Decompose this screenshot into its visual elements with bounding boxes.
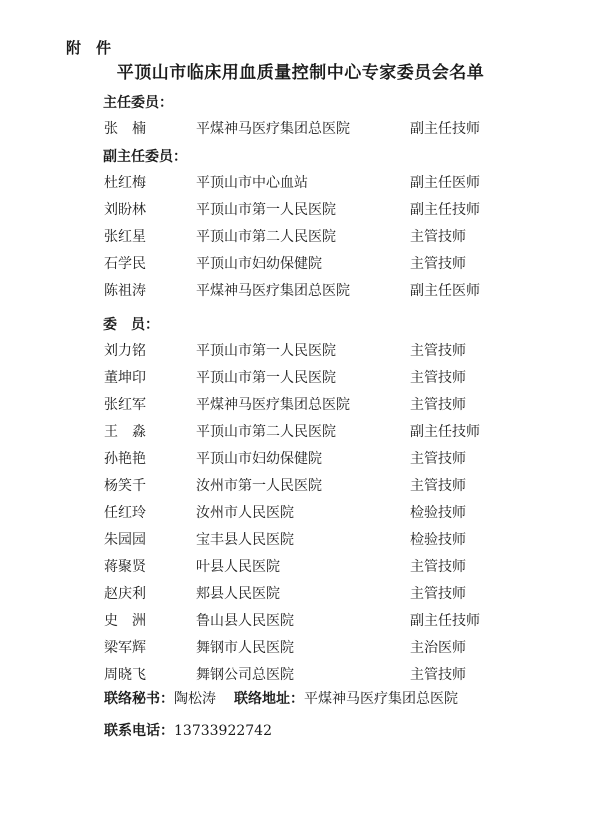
phone-value: 13733922742 xyxy=(174,723,272,739)
member-organization: 平顶山市中心血站 xyxy=(196,175,308,191)
section-heading: 副主任委员： xyxy=(103,149,187,165)
member-row xyxy=(0,253,601,273)
member-title: 主管技师 xyxy=(410,559,466,575)
member-title: 主管技师 xyxy=(410,667,466,683)
member-name: 杜红梅 xyxy=(104,175,146,191)
member-title: 主管技师 xyxy=(410,256,466,272)
member-organization: 平顶山市第一人民医院 xyxy=(196,343,336,359)
member-organization: 平顶山市第一人民医院 xyxy=(196,202,336,218)
member-title: 主管技师 xyxy=(410,478,466,494)
member-name: 张红军 xyxy=(104,397,146,413)
phone-label: 联系电话： xyxy=(104,723,174,739)
member-row xyxy=(0,475,601,495)
secretary-name: 陶松涛 xyxy=(174,691,216,707)
member-organization: 汝州市人民医院 xyxy=(196,505,294,521)
member-name: 任红玲 xyxy=(104,505,146,521)
member-organization: 平顶山市妇幼保健院 xyxy=(196,451,322,467)
member-row xyxy=(0,502,601,522)
member-row xyxy=(0,664,601,684)
member-organization: 平煤神马医疗集团总医院 xyxy=(196,397,350,413)
member-name: 张 楠 xyxy=(104,121,146,137)
member-organization: 平顶山市妇幼保健院 xyxy=(196,256,322,272)
member-organization: 平顶山市第二人民医院 xyxy=(196,424,336,440)
member-row xyxy=(0,226,601,246)
member-name: 张红星 xyxy=(104,229,146,245)
attachment-label: 附 件 xyxy=(66,39,112,57)
member-title: 副主任技师 xyxy=(410,202,480,218)
member-name: 陈祖涛 xyxy=(104,283,146,299)
contact-line-phone xyxy=(104,720,272,740)
section-heading: 委 员： xyxy=(103,317,159,333)
member-organization: 舞钢市人民医院 xyxy=(196,640,294,656)
member-name: 杨笑千 xyxy=(104,478,146,494)
member-row xyxy=(0,583,601,603)
member-row xyxy=(0,340,601,360)
member-row xyxy=(0,172,601,192)
member-organization: 郏县人民医院 xyxy=(196,586,280,602)
member-row xyxy=(0,421,601,441)
member-title: 主管技师 xyxy=(410,397,466,413)
member-name: 石学民 xyxy=(104,256,146,272)
address-label: 联络地址： xyxy=(234,691,304,707)
member-name: 梁军辉 xyxy=(104,640,146,656)
member-row xyxy=(0,280,601,300)
member-row xyxy=(0,367,601,387)
member-organization: 汝州市第一人民医院 xyxy=(196,478,322,494)
contact-line-secretary xyxy=(104,688,458,708)
member-row xyxy=(0,556,601,576)
member-row xyxy=(0,394,601,414)
member-title: 主管技师 xyxy=(410,451,466,467)
member-organization: 鲁山县人民医院 xyxy=(196,613,294,629)
member-name: 周晓飞 xyxy=(104,667,146,683)
member-row xyxy=(0,448,601,468)
member-title: 副主任技师 xyxy=(410,613,480,629)
member-title: 副主任医师 xyxy=(410,283,480,299)
member-title: 检验技师 xyxy=(410,505,466,521)
member-row xyxy=(0,199,601,219)
member-row xyxy=(0,637,601,657)
member-organization: 叶县人民医院 xyxy=(196,559,280,575)
member-title: 主管技师 xyxy=(410,343,466,359)
member-name: 史 洲 xyxy=(104,613,146,629)
member-organization: 平煤神马医疗集团总医院 xyxy=(196,283,350,299)
member-name: 王 淼 xyxy=(104,424,146,440)
member-name: 赵庆利 xyxy=(104,586,146,602)
address-value: 平煤神马医疗集团总医院 xyxy=(304,691,458,707)
member-row xyxy=(0,118,601,138)
member-name: 董坤印 xyxy=(104,370,146,386)
member-name: 刘力铭 xyxy=(104,343,146,359)
document-title: 平顶山市临床用血质量控制中心专家委员会名单 xyxy=(116,63,485,83)
member-organization: 宝丰县人民医院 xyxy=(196,532,294,548)
member-title: 副主任医师 xyxy=(410,175,480,191)
member-title: 主治医师 xyxy=(410,640,466,656)
member-title: 副主任技师 xyxy=(410,424,480,440)
member-organization: 舞钢公司总医院 xyxy=(196,667,294,683)
member-name: 蒋聚贤 xyxy=(104,559,146,575)
member-title: 主管技师 xyxy=(410,586,466,602)
member-name: 刘盼林 xyxy=(104,202,146,218)
member-row xyxy=(0,610,601,630)
member-title: 副主任技师 xyxy=(410,121,480,137)
member-title: 主管技师 xyxy=(410,370,466,386)
secretary-label: 联络秘书： xyxy=(104,691,174,707)
member-organization: 平煤神马医疗集团总医院 xyxy=(196,121,350,137)
member-organization: 平顶山市第一人民医院 xyxy=(196,370,336,386)
member-name: 朱园园 xyxy=(104,532,146,548)
member-title: 主管技师 xyxy=(410,229,466,245)
member-name: 孙艳艳 xyxy=(104,451,146,467)
member-title: 检验技师 xyxy=(410,532,466,548)
member-organization: 平顶山市第二人民医院 xyxy=(196,229,336,245)
member-row xyxy=(0,529,601,549)
section-heading: 主任委员： xyxy=(103,95,173,111)
